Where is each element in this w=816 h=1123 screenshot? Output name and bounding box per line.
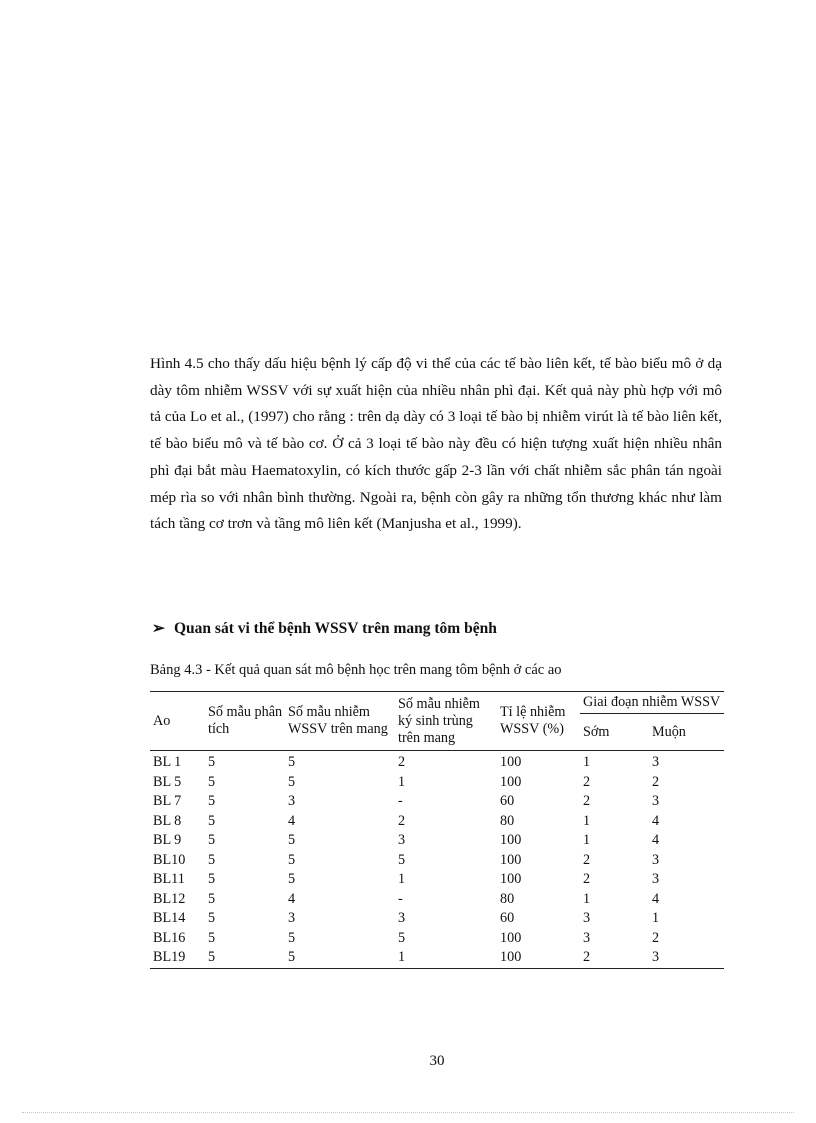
cell-samples-analyzed: 5 [208, 929, 216, 946]
cell-pond: BL 9 [153, 832, 182, 848]
cell-pond: BL10 [153, 851, 186, 868]
cell-infection-rate: 80 [500, 890, 515, 907]
cell-early: 1 [583, 890, 591, 907]
header-infection-stage: Giai đoạn nhiễm WSSV [580, 692, 724, 714]
cell-early: 2 [583, 871, 591, 887]
cell-pond: BL11 [153, 871, 185, 887]
table-row [150, 751, 724, 773]
cell-infection-rate: 80 [500, 812, 515, 829]
cell-infection-rate: 100 [500, 929, 522, 946]
cell-late: 1 [652, 910, 660, 926]
cell-early: 2 [583, 773, 591, 790]
header-early: Sớm [580, 714, 649, 751]
cell-samples-analyzed: 5 [205, 948, 285, 968]
cell-late: 3 [652, 754, 660, 770]
cell-samples-analyzed: 5 [208, 871, 216, 887]
cell-samples-analyzed: 5 [208, 812, 216, 829]
header-parasite-gill: Số mẫu nhiễm ký sinh trùng trên mang [395, 692, 497, 751]
cell-early: 2 [583, 793, 591, 809]
cell-parasite-gill: - [398, 890, 403, 907]
cell-parasite-gill: 5 [398, 851, 406, 868]
cell-parasite-gill: 3 [398, 910, 406, 926]
cell-infection-rate: 100 [500, 871, 522, 887]
section-heading [152, 619, 497, 638]
table-row [150, 890, 724, 910]
cell-late: 2 [652, 773, 660, 790]
cell-late: 3 [652, 871, 660, 887]
body-paragraph: Hình 4.5 cho thấy dấu hiệu bệnh lý cấp độ vi thể của các tế bào liên kết, tế bào biểu mô ở dạ dày tôm nhiễm WSSV với sự xuất hiện của nhiều nhân phì đại. Kết quả này phù hợp với mô tả của Lo et al., (1997) cho rằng : trên dạ dày có 3 loại tế bào bị nhiễm virút là tế bào liên kết, tế bào biểu mô và tế bào cơ. Ở cả 3 loại tế bào này đều có hiện tượng xuất hiện nhiều nhân phì đại bắt màu Haematoxylin, có kích thước gấp 2-3 lần với chất nhiễm sắc phân tán ngoài mép rìa so với nhân bình thường. Ngoài ra, bệnh còn gây ra những tổn thương khác như làm tách tầng cơ trơn và tầng mô liên kết (Manjusha et al., 1999). [150, 355, 722, 533]
cell-parasite-gill: 1 [398, 773, 406, 790]
cell-late: 3 [649, 948, 724, 968]
cell-infection-rate: 100 [500, 832, 522, 848]
cell-late: 4 [652, 832, 660, 848]
cell-pond: BL 7 [153, 793, 182, 809]
table-row [150, 831, 724, 851]
cell-wssv-gill: 5 [288, 773, 296, 790]
cell-parasite-gill: 1 [395, 948, 497, 968]
table-row [150, 948, 724, 968]
cell-wssv-gill: 5 [285, 948, 395, 968]
header-samples-analyzed: Số mẫu phân tích [205, 692, 285, 751]
header-infection-rate: Tỉ lệ nhiễm WSSV (%) [497, 692, 580, 751]
cell-wssv-gill: 5 [288, 754, 296, 770]
cell-samples-analyzed: 5 [208, 793, 216, 809]
cell-pond: BL 5 [153, 773, 182, 790]
cell-wssv-gill: 5 [288, 851, 296, 868]
cell-wssv-gill: 3 [288, 793, 296, 809]
table-row [150, 909, 724, 929]
cell-wssv-gill: 4 [288, 890, 296, 907]
cell-early: 3 [583, 929, 591, 946]
page-number: 30 [429, 1053, 445, 1069]
table-body [150, 751, 724, 969]
cell-early: 2 [580, 948, 649, 968]
cell-early: 1 [583, 812, 591, 829]
section-heading-text: Quan sát vi thể bệnh WSSV trên mang tôm bệnh [174, 620, 497, 637]
cell-parasite-gill: 2 [398, 812, 406, 829]
cell-samples-analyzed: 5 [208, 754, 216, 770]
cell-samples-analyzed: 5 [208, 851, 216, 868]
cell-early: 3 [583, 910, 591, 926]
table-row [150, 812, 724, 832]
cell-samples-analyzed: 5 [208, 890, 216, 907]
table-row [150, 792, 724, 812]
cell-late: 3 [652, 851, 660, 868]
cell-samples-analyzed: 5 [208, 832, 216, 848]
cell-wssv-gill: 3 [288, 910, 296, 926]
cell-wssv-gill: 5 [288, 871, 296, 887]
cell-early: 1 [583, 754, 591, 770]
cell-parasite-gill: 1 [398, 871, 406, 887]
cell-infection-rate: 100 [500, 773, 522, 790]
table-row [150, 870, 724, 890]
cell-infection-rate: 100 [500, 851, 522, 868]
cell-early: 1 [583, 832, 591, 848]
page-bottom-border [22, 1112, 794, 1113]
cell-infection-rate: 60 [500, 910, 515, 926]
cell-infection-rate: 100 [500, 754, 522, 770]
cell-pond: BL 8 [153, 812, 182, 829]
header-wssv-gill: Số mẫu nhiễm WSSV trên mang [285, 692, 395, 751]
cell-parasite-gill: 3 [398, 832, 406, 848]
cell-pond: BL 1 [153, 754, 182, 770]
cell-infection-rate: 60 [500, 793, 515, 809]
cell-samples-analyzed: 5 [208, 910, 216, 926]
results-table [150, 691, 724, 969]
cell-wssv-gill: 4 [288, 812, 296, 829]
cell-pond: BL12 [153, 890, 186, 907]
table-caption: Bảng 4.3 - Kết quả quan sát mô bệnh học trên mang tôm bệnh ở các ao [150, 662, 562, 678]
cell-parasite-gill: 5 [398, 929, 406, 946]
cell-late: 2 [652, 929, 660, 946]
cell-pond: BL14 [153, 910, 186, 926]
cell-early: 2 [583, 851, 591, 868]
cell-late: 4 [652, 890, 660, 907]
cell-parasite-gill: - [398, 793, 403, 809]
cell-samples-analyzed: 5 [208, 773, 216, 790]
cell-late: 4 [652, 812, 660, 829]
cell-pond: BL19 [150, 948, 205, 968]
table-row [150, 929, 724, 949]
cell-pond: BL16 [153, 929, 186, 946]
header-late: Muộn [649, 714, 724, 751]
table-row [150, 851, 724, 871]
table-row [150, 773, 724, 793]
cell-wssv-gill: 5 [288, 929, 296, 946]
cell-late: 3 [652, 793, 660, 809]
cell-parasite-gill: 2 [398, 754, 406, 770]
bullet-arrow-icon: ➢ [152, 620, 165, 637]
cell-wssv-gill: 5 [288, 832, 296, 848]
header-pond: Ao [150, 692, 205, 751]
cell-infection-rate: 100 [497, 948, 580, 968]
